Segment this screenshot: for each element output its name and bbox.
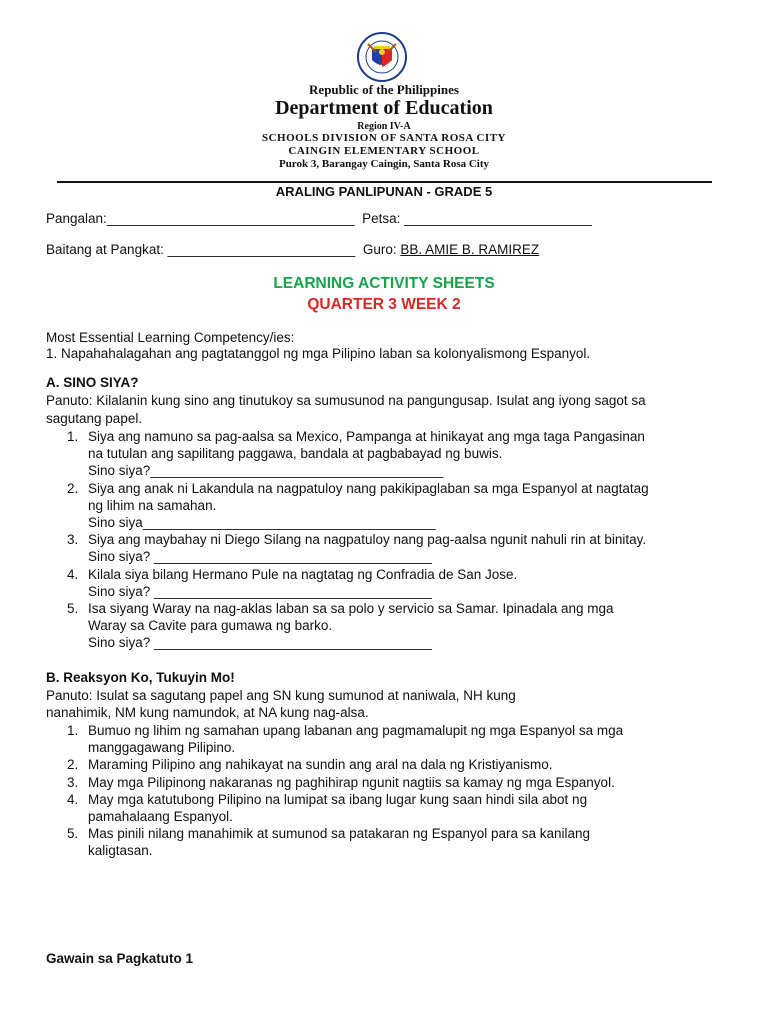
region-heading: Region IV-A: [357, 121, 411, 132]
name-blank[interactable]: _________________________________: [106, 211, 355, 226]
item-text-line: Waray sa Cavite para gumawa ng barko.: [88, 618, 333, 634]
item-text-line: Sino siya? _____________________________________: [88, 635, 432, 651]
item-number: 1.: [67, 429, 79, 444]
item-text-line: kaligtasan.: [88, 843, 153, 859]
subject-heading: ARALING PANLIPUNAN - GRADE 5: [275, 184, 493, 199]
grade-label: Baitang at Pangkat:: [46, 242, 164, 257]
section-a-heading: A. SINO SIYA?: [46, 375, 139, 390]
republic-heading: Republic of the Philippines: [309, 82, 459, 97]
section-a-directions: Panuto: Kilalanin kung sino ang tinutukoy sa sumusunod na pangungusap. Isulat ang iyong sagot sa: [46, 393, 646, 408]
item-text-line: Kilala siya bilang Hermano Pule na nagtatag ng Confradia de San Jose.: [88, 566, 518, 582]
header-divider: [57, 181, 712, 183]
teacher-label: Guro:: [362, 242, 397, 257]
las-title: LEARNING ACTIVITY SHEETS: [273, 275, 495, 292]
item-number: 3.: [67, 774, 79, 790]
grade-blank[interactable]: _________________________: [167, 242, 356, 257]
date-label: Petsa:: [362, 211, 401, 226]
item-number: 4.: [67, 791, 79, 807]
item-text-line: Mas pinili nilang manahimik at sumunod sa patakaran ng Espanyol para sa kanilang: [88, 826, 591, 842]
name-label: Pangalan:: [46, 211, 107, 226]
section-a-item: [46, 600, 736, 652]
section-a-list: [46, 428, 736, 652]
grade-field-row: [46, 242, 539, 257]
item-text-line: ng lihim na samahan.: [88, 497, 217, 513]
deped-seal-logo: [346, 32, 418, 82]
section-b-heading: B. Reaksyon Ko, Tukuyin Mo!: [46, 670, 235, 685]
item-text-line: Siya ang namuno sa pag-aalsa sa Mexico, Pampanga at hinikayat ang mga taga Pangasinan: [88, 429, 645, 444]
item-number: 3.: [67, 532, 79, 548]
division-heading: SCHOOLS DIVISION OF SANTA ROSA CITY: [262, 132, 506, 144]
date-blank[interactable]: _________________________: [404, 211, 592, 226]
section-a-item: [46, 566, 736, 600]
item-number: 5.: [67, 601, 79, 617]
section-b-item: [46, 722, 736, 756]
quarter-title: QUARTER 3 WEEK 2: [307, 296, 461, 313]
item-text-line: na tutulan ang sapilitang paggawa, bandala at pagbabayad ng buwis.: [88, 446, 503, 462]
section-b-item: [46, 825, 736, 859]
item-text-line: manggagawang Pilipino.: [88, 740, 236, 756]
item-text-line: Sino siya? _____________________________________: [88, 549, 432, 565]
section-a-item: [46, 480, 736, 532]
section-a-item: [46, 428, 736, 480]
item-text-line: May mga katutubong Pilipino na lumipat sa ibang lugar kung saan hindi sila abot ng: [88, 791, 588, 807]
item-number: 2.: [67, 480, 79, 496]
school-heading: CAINGIN ELEMENTARY SCHOOL: [288, 145, 480, 157]
footer-activity-label: Gawain sa Pagkatuto 1: [46, 951, 194, 966]
competency-item: 1. Napahahalagahan ang pagtatanggol ng mga Pilipino laban sa kolonyalismong Espanyol.: [46, 346, 591, 361]
item-text-line: Isa siyang Waray na nag-aklas laban sa sa polo y servicio sa Samar. Ipinadala ang mga: [88, 601, 614, 617]
section-b-list: [46, 722, 736, 860]
item-number: 5.: [67, 826, 79, 842]
section-a-item: [46, 531, 736, 565]
section-b-item: [46, 774, 736, 791]
item-text-line: Maraming Pilipino ang nahikayat na sundin ang aral na dala ng Kristiyanismo.: [88, 757, 553, 773]
name-field-row: [46, 211, 592, 226]
item-text-line: Sino siya_______________________________________: [88, 515, 436, 531]
teacher-name: BB. AMIE B. RAMIREZ: [400, 242, 540, 257]
item-text-line: May mga Pilipinong nakaranas ng paghihirap ngunit nagtiis sa kamay ng mga Espanyol.: [88, 774, 615, 790]
item-text-line: pamahalaang Espanyol.: [88, 809, 233, 825]
section-b-item: [46, 791, 736, 825]
section-b-directions: Panuto: Isulat sa sagutang papel ang SN kung sumunod at naniwala, NH kung: [46, 688, 516, 703]
item-text-line: Siya ang anak ni Lakandula na nagpatuloy nang pakikipaglaban sa mga Espanyol at nagtatag: [88, 480, 649, 496]
item-text-line: Bumuo ng lihim ng samahan upang labanan ang pagmamalupit ng mga Espanyol sa mga: [88, 723, 624, 738]
item-text-line: Sino siya?_______________________________________: [88, 463, 444, 479]
item-number: 4.: [67, 566, 79, 582]
item-number: 1.: [67, 723, 79, 738]
item-text-line: Siya ang maybahay ni Diego Silang na nagpatuloy nang pag-aalsa ngunit nahuli rin at binitay.: [88, 532, 647, 548]
item-number: 2.: [67, 757, 79, 773]
address-heading: Purok 3, Barangay Caingin, Santa Rosa City: [278, 158, 490, 170]
item-text-line: Sino siya? _____________________________________: [88, 583, 432, 599]
section-a-directions-cont: sagutang papel.: [46, 411, 143, 426]
section-b-directions-cont: nanahimik, NM kung namundok, at NA kung nag-alsa.: [46, 705, 369, 720]
section-b-item: [46, 756, 736, 773]
department-heading: Department of Education: [275, 97, 493, 119]
competency-heading: Most Essential Learning Competency/ies:: [46, 330, 295, 345]
